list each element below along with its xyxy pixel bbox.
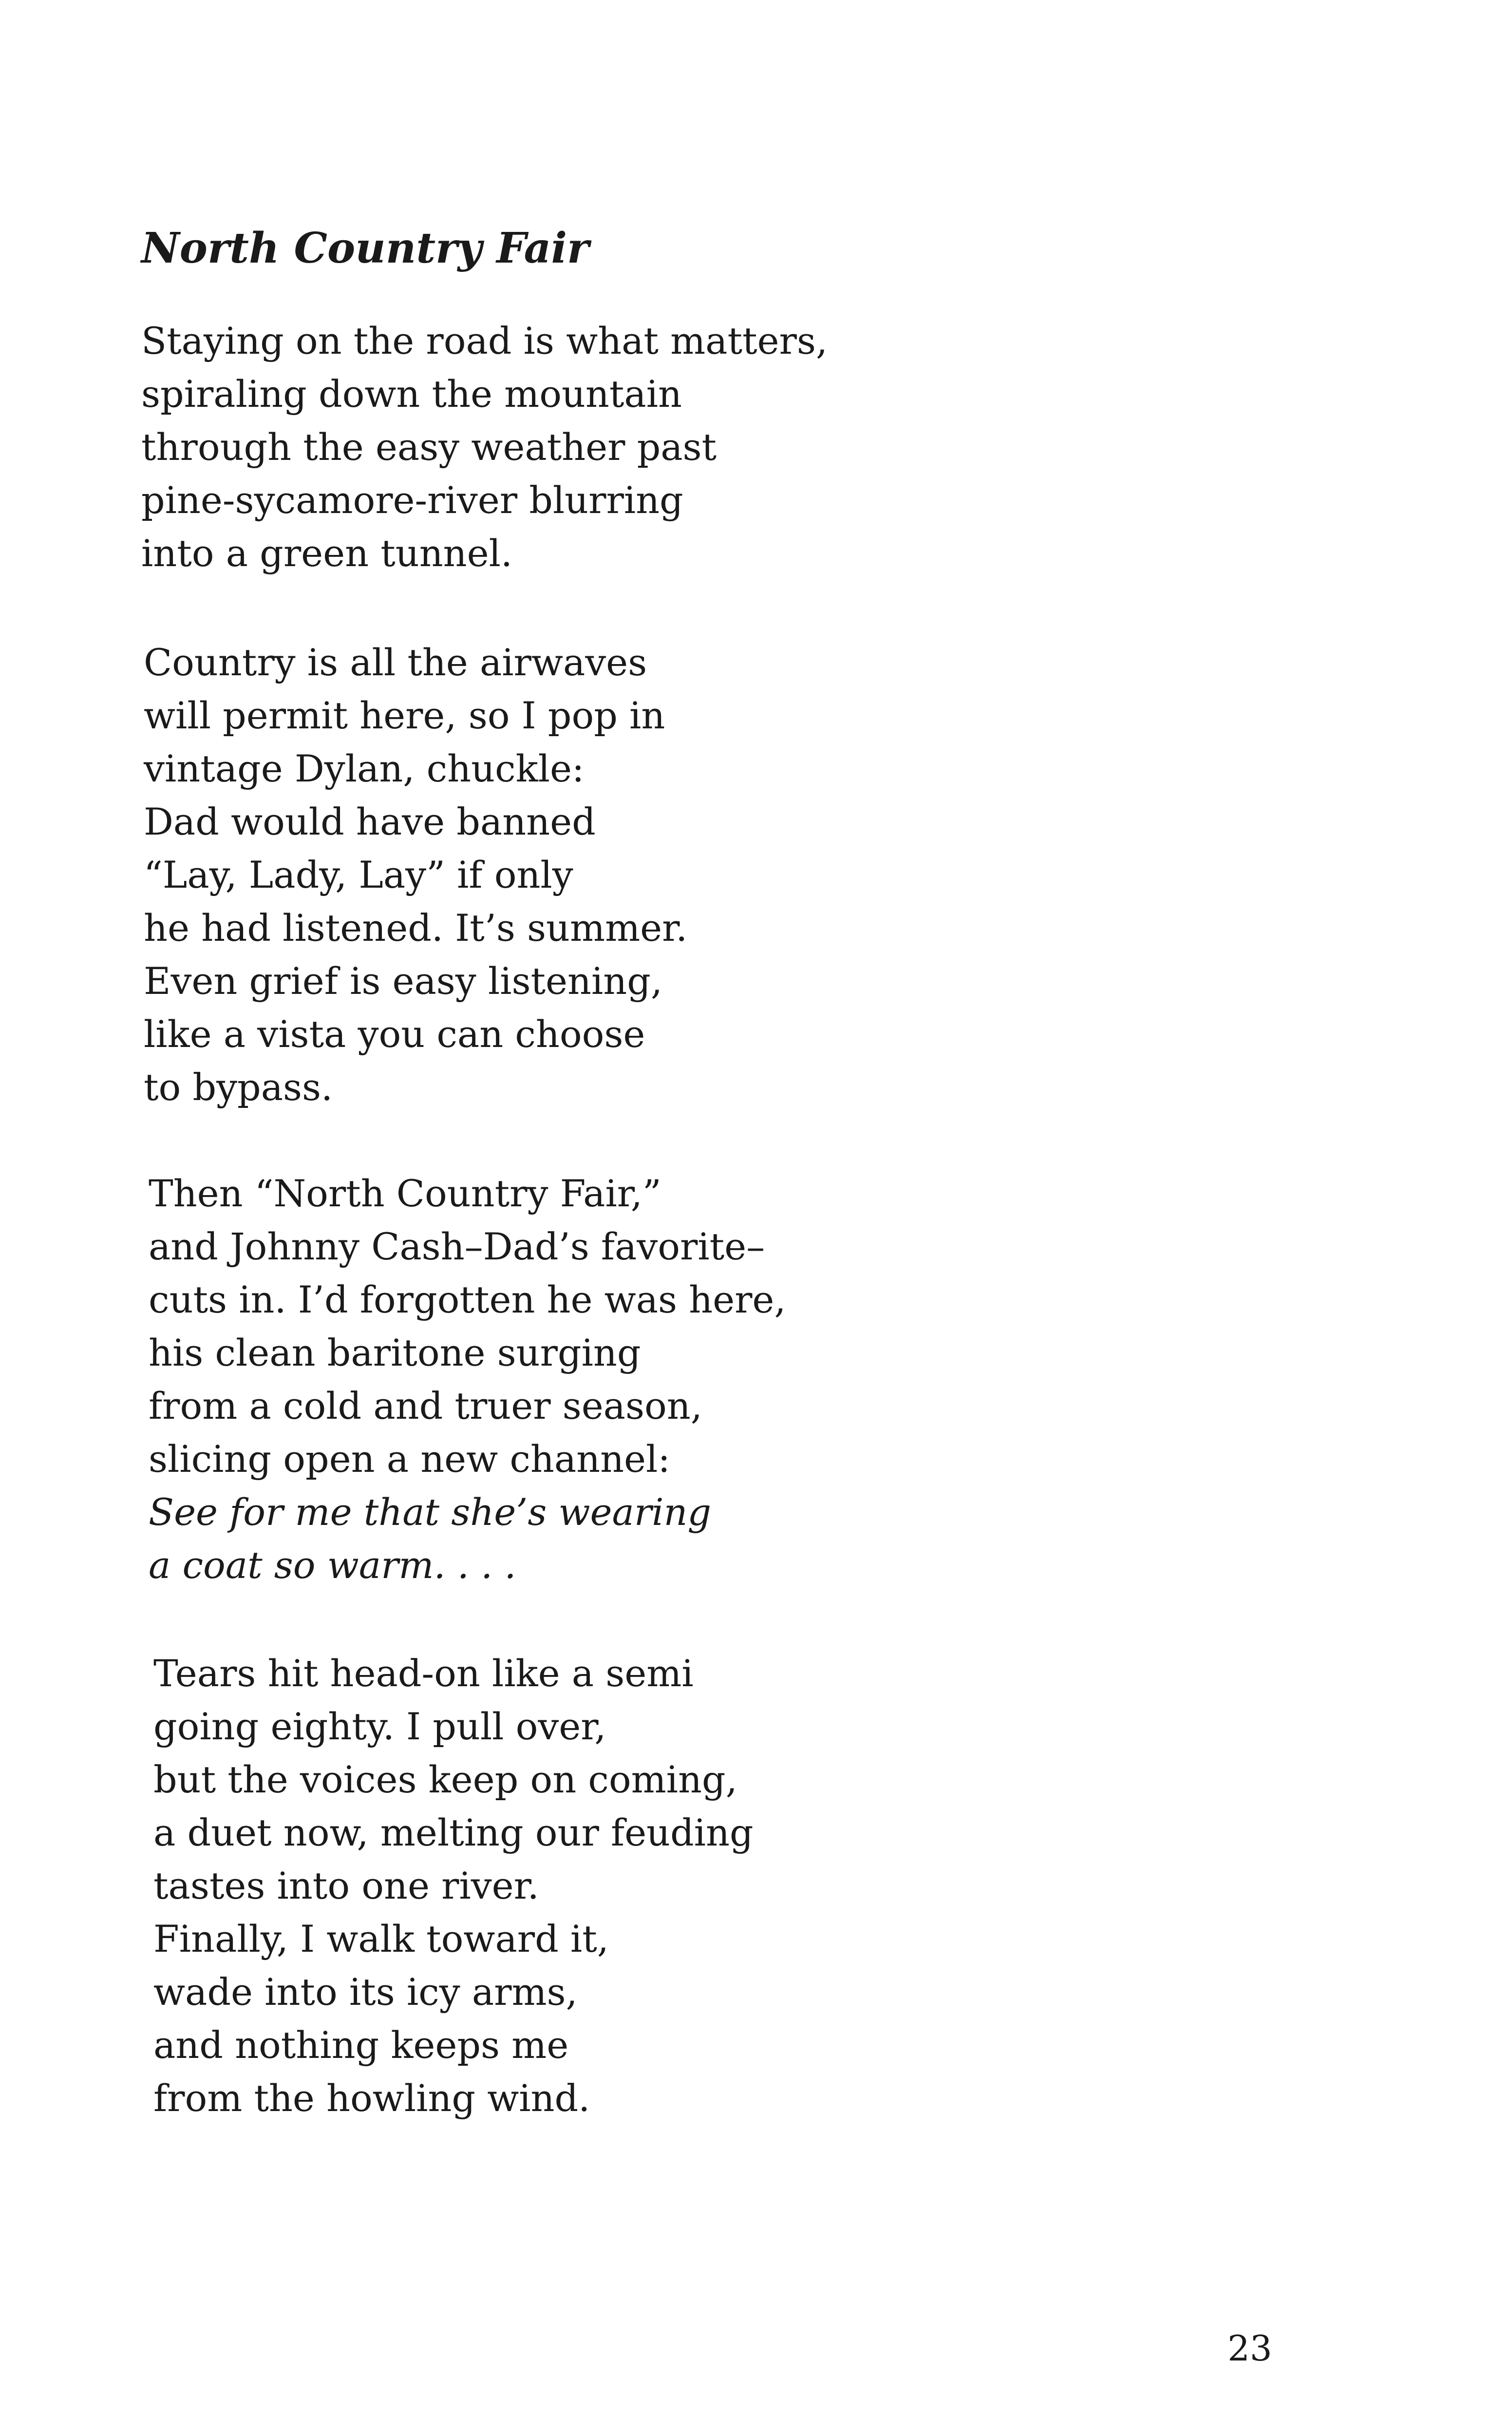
poem-line: Tears hit head-on like a semi: [153, 1652, 694, 1695]
poem-line: wade into its icy arms,: [153, 1970, 578, 2014]
stanza-1: [141, 314, 828, 580]
poem-line: Staying on the road is what matters,: [141, 319, 828, 362]
poem-line: will permit here, so I pop in: [144, 694, 665, 737]
poem-line: and Johnny Cash–Dad’s favorite–: [149, 1225, 765, 1268]
poem-title: North Country Fair: [141, 224, 589, 273]
page-number: 23: [1228, 2328, 1272, 2369]
song-lyric-line: a coat so warm. . . .: [149, 1543, 516, 1587]
poem-line: Then “North Country Fair,”: [149, 1172, 662, 1215]
poem-line: from the howling wind.: [153, 2076, 590, 2120]
stanza-2: [144, 636, 687, 1114]
stanza-3: [149, 1167, 786, 1592]
poem-line: into a green tunnel.: [141, 532, 513, 575]
poem-line: spiraling down the mountain: [141, 372, 682, 416]
poem-line: Country is all the airwaves: [144, 641, 647, 684]
poem-line: Finally, I walk toward it,: [153, 1917, 609, 1960]
stanza-4: [153, 1647, 754, 2125]
poem-line: vintage Dylan, chuckle:: [144, 747, 585, 790]
poem-line: his clean baritone surging: [149, 1331, 641, 1374]
poem-line: “Lay, Lady, Lay” if only: [144, 853, 573, 896]
poem-line: pine-sycamore-river blurring: [141, 478, 683, 522]
poem-line: to bypass.: [144, 1066, 333, 1109]
poem-line: like a vista you can choose: [144, 1012, 645, 1056]
poem-line: Even grief is easy listening,: [144, 959, 663, 1003]
poem-line: going eighty. I pull over,: [153, 1705, 606, 1748]
poem-line: tastes into one river.: [153, 1864, 539, 1907]
poem-line: but the voices keep on coming,: [153, 1758, 737, 1801]
poem-line: Dad would have banned: [144, 800, 596, 843]
poem-line: cuts in. I’d forgotten he was here,: [149, 1278, 786, 1321]
poem-line: he had listened. It’s summer.: [144, 906, 688, 950]
poem-line: through the easy weather past: [141, 425, 717, 469]
poem-line: and nothing keeps me: [153, 2023, 569, 2067]
poem-line: a duet now, melting our feuding: [153, 1811, 754, 1854]
poem-line: from a cold and truer season,: [149, 1384, 702, 1427]
song-lyric-line: See for me that she’s wearing: [149, 1490, 712, 1534]
poem-line: slicing open a new channel:: [149, 1437, 670, 1481]
